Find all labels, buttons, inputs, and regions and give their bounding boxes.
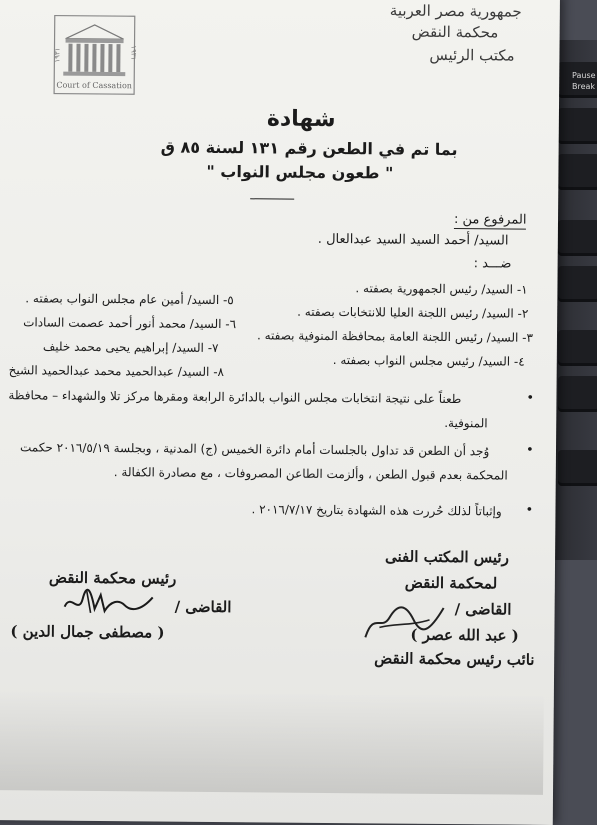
signature-right-judge-label: القاضى / xyxy=(454,600,512,619)
header-country: جمهورية مصر العربية xyxy=(389,1,522,21)
signature-left-judge-label: القاضى / xyxy=(174,597,232,617)
signature-right-title: نائب رئيس محكمة النقض xyxy=(374,649,535,669)
keyboard-key xyxy=(558,154,597,190)
defendants-label: ضـــد : xyxy=(473,256,512,272)
paragraph-line: وُجد أن الطعن قد تداول بالجلسات أمام دائرة الخميس (ج) المدنية ، وبجلسة ٢٠١٦/٥/١٩ حكمت xyxy=(19,440,490,459)
keyboard-key xyxy=(558,376,597,412)
handwritten-signature-right xyxy=(359,597,449,646)
bullet-point: • xyxy=(525,442,534,458)
keyboard-key xyxy=(558,330,597,366)
logo-caption: Court of Cassation xyxy=(56,80,133,91)
bullet-point: • xyxy=(525,502,534,518)
paragraph-line: المنوفية. xyxy=(444,415,488,431)
signature-right-court: لمحكمة النقض xyxy=(404,573,498,593)
logo-year-left: ١٩٣١ xyxy=(53,47,62,63)
case-type-line: " طعون مجلس النواب " xyxy=(206,161,394,183)
paragraph-line: المحكمة بعدم قبول الطعن ، وألزمت الطاعن المصروفات ، مع مصادرة الكفالة . xyxy=(113,465,508,483)
signature-right-name: ( عبد الله عصر ) xyxy=(410,625,519,645)
defendant-item: ٥- السيد/ أمين عام مجلس النواب بصفته . xyxy=(25,291,234,308)
signature-right-role: رئيس المكتب الفنى xyxy=(384,547,509,567)
title-divider xyxy=(250,198,294,199)
court-building-seal-icon xyxy=(51,13,138,98)
keyboard-key xyxy=(558,220,597,256)
case-number-line: بما تم في الطعن رقم ١٣١ لسنة ٨٥ ق xyxy=(160,137,458,160)
keyboard-key xyxy=(558,266,597,302)
defendant-item: ٢- السيد/ رئيس اللجنة العليا للانتخابات بصفته . xyxy=(297,304,529,321)
keyboard-key xyxy=(558,450,597,486)
logo-year-right: ١٩٣١ xyxy=(129,45,138,61)
signature-left-name: ( مصطفى جمال الدين ) xyxy=(10,622,165,642)
defendant-item: ٣- السيد/ رئيس اللجنة العامة بمحافظة المنوفية بصفته . xyxy=(256,328,534,345)
defendant-item: ١- السيد/ رئيس الجمهورية بصفته . xyxy=(355,281,528,297)
plaintiff-label: المرفوع من : xyxy=(453,212,527,228)
bullet-point: • xyxy=(526,390,535,406)
header-office: مكتب الرئيس xyxy=(429,45,515,65)
handwritten-signature-left xyxy=(60,585,156,622)
plaintiff-name: السيد/ أحمد السيد السيد عبدالعال . xyxy=(317,231,509,249)
defendant-item: ٦- السيد/ محمد أنور أحمد عصمت السادات xyxy=(23,315,237,332)
pause-break-key-label: Pause Break xyxy=(572,71,596,91)
defendant-item: ٧- السيد/ إبراهيم يحيى محمد خليف xyxy=(42,339,219,356)
paragraph-line: وإثباتاً لذلك حُررت هذه الشهادة بتاريخ ٢٠١٦/٧/١٧ . xyxy=(251,502,502,519)
defendant-item: ٨- السيد/ عبدالحميد محمد عبدالحميد الشيخ xyxy=(8,363,225,380)
paragraph-line: طعناً على نتيجة انتخابات مجلس النواب بالدائرة الرابعة ومقرها مركز تلا والشهداء – محافظة xyxy=(8,388,462,407)
header-court: محكمة النقض xyxy=(411,22,499,42)
defendant-item: ٤- السيد/ رئيس مجلس النواب بصفته . xyxy=(332,353,525,369)
keyboard-key xyxy=(558,108,597,144)
document-title: شهادة xyxy=(266,106,336,133)
signature-left-role: رئيس محكمة النقض xyxy=(48,568,177,588)
